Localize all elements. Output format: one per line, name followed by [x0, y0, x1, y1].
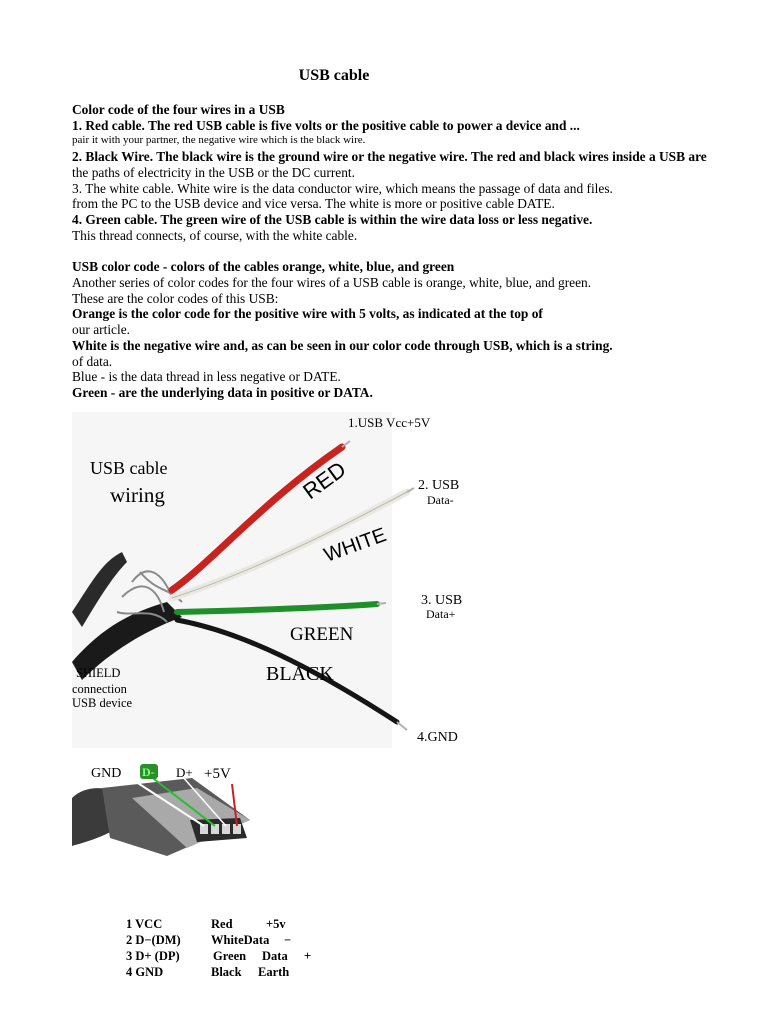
usb-wiring-figure — [72, 412, 472, 748]
pin2-label-line2: Data- — [427, 493, 454, 507]
usb-plug-figure — [72, 758, 262, 866]
paragraph-line: White is the negative wire and, as can be seen in our color code through USB, which is a string. — [72, 337, 613, 353]
wire-label-black: BLACK — [266, 663, 334, 685]
paragraph-line: the paths of electricity in the USB or the DC current. — [72, 164, 355, 180]
paragraph-line: This thread connects, of course, with the white cable. — [72, 227, 358, 243]
table-cell: + — [304, 949, 312, 963]
paragraph-line: Blue - is the data thread in less negative or DATE. — [72, 369, 341, 385]
table-cell: Data — [262, 949, 288, 963]
paragraph-line: from the PC to the USB device and vice versa. The white is more or positive cable DATE. — [72, 196, 555, 212]
paragraph-line: USB color code - colors of the cables orange, white, blue, and green — [72, 259, 455, 275]
paragraph-line: 2. Black Wire. The black wire is the ground wire or the negative wire. The red and black wires inside a USB are — [72, 149, 707, 165]
paragraph-line: pair it with your partner, the negative wire which is the black wire. — [72, 134, 366, 147]
shield-label-line3: USB device — [72, 696, 133, 710]
shield-label-line2: connection — [72, 682, 127, 696]
pin4-label: 4.GND — [417, 730, 458, 745]
paragraph-line: 4. Green cable. The green wire of the USB cable is within the wire data loss or less negative. — [72, 211, 593, 227]
paragraph-line: 3. The white cable. White wire is the data conductor wire, which means the passage of data and files. — [72, 180, 613, 196]
paragraph-line: 1. Red cable. The red USB cable is five volts or the positive cable to power a device and ... — [72, 117, 580, 133]
wire-label-red: RED — [298, 456, 351, 505]
paragraph-line: Another series of color codes for the four wires of a USB cable is orange, white, blue, and green. — [72, 275, 592, 291]
pin1-label: 1.USB Vcc+5V — [348, 415, 431, 430]
table-cell: 1 VCC — [126, 917, 163, 931]
pin-label-vcc: +5V — [204, 766, 231, 782]
table-cell: WhiteData — [211, 933, 270, 947]
paragraph-line: Color code of the four wires in a USB — [72, 102, 285, 117]
table-cell: Earth — [258, 965, 290, 979]
document-title: USB cable — [298, 67, 370, 84]
pin-label-gnd: GND — [91, 766, 122, 781]
green-wire-tip — [377, 603, 386, 604]
table-cell: 4 GND — [126, 965, 164, 979]
table-cell: +5v — [266, 917, 286, 931]
pin-label-dplus: D+ — [176, 765, 193, 780]
table-cell: Red — [211, 917, 233, 931]
table-cell: − — [284, 933, 292, 947]
wire-label-white: WHITE — [321, 523, 390, 567]
paragraph-spacer — [72, 243, 762, 259]
wire-label-green: GREEN — [290, 624, 354, 645]
table-cell: Green — [213, 949, 247, 963]
table-cell: 3 D+ (DP) — [126, 949, 180, 963]
paragraph-line: our article. — [72, 322, 130, 338]
pin3-label-line2: Data+ — [426, 607, 456, 621]
paragraph-line: These are the color codes of this USB: — [72, 290, 279, 306]
table-cell: Black — [211, 965, 242, 979]
pin-label-dminus: D- — [142, 765, 155, 779]
figure-heading-line1: USB cable — [90, 458, 168, 478]
paragraph-line: Orange is the color code for the positive wire with 5 volts, as indicated at the top of — [72, 306, 543, 322]
paragraph-line: of data. — [72, 353, 113, 369]
pin2-label-line1: 2. USB — [418, 478, 460, 493]
figure-heading-line2: wiring — [110, 483, 165, 507]
document-body — [72, 102, 762, 401]
table-cell: 2 D−(DM) — [126, 933, 181, 947]
shield-label-line1: SHIELD — [76, 666, 121, 680]
paragraph-line: Green - are the underlying data in positive or DATA. — [72, 384, 373, 400]
pin3-label-line1: 3. USB — [421, 593, 463, 608]
